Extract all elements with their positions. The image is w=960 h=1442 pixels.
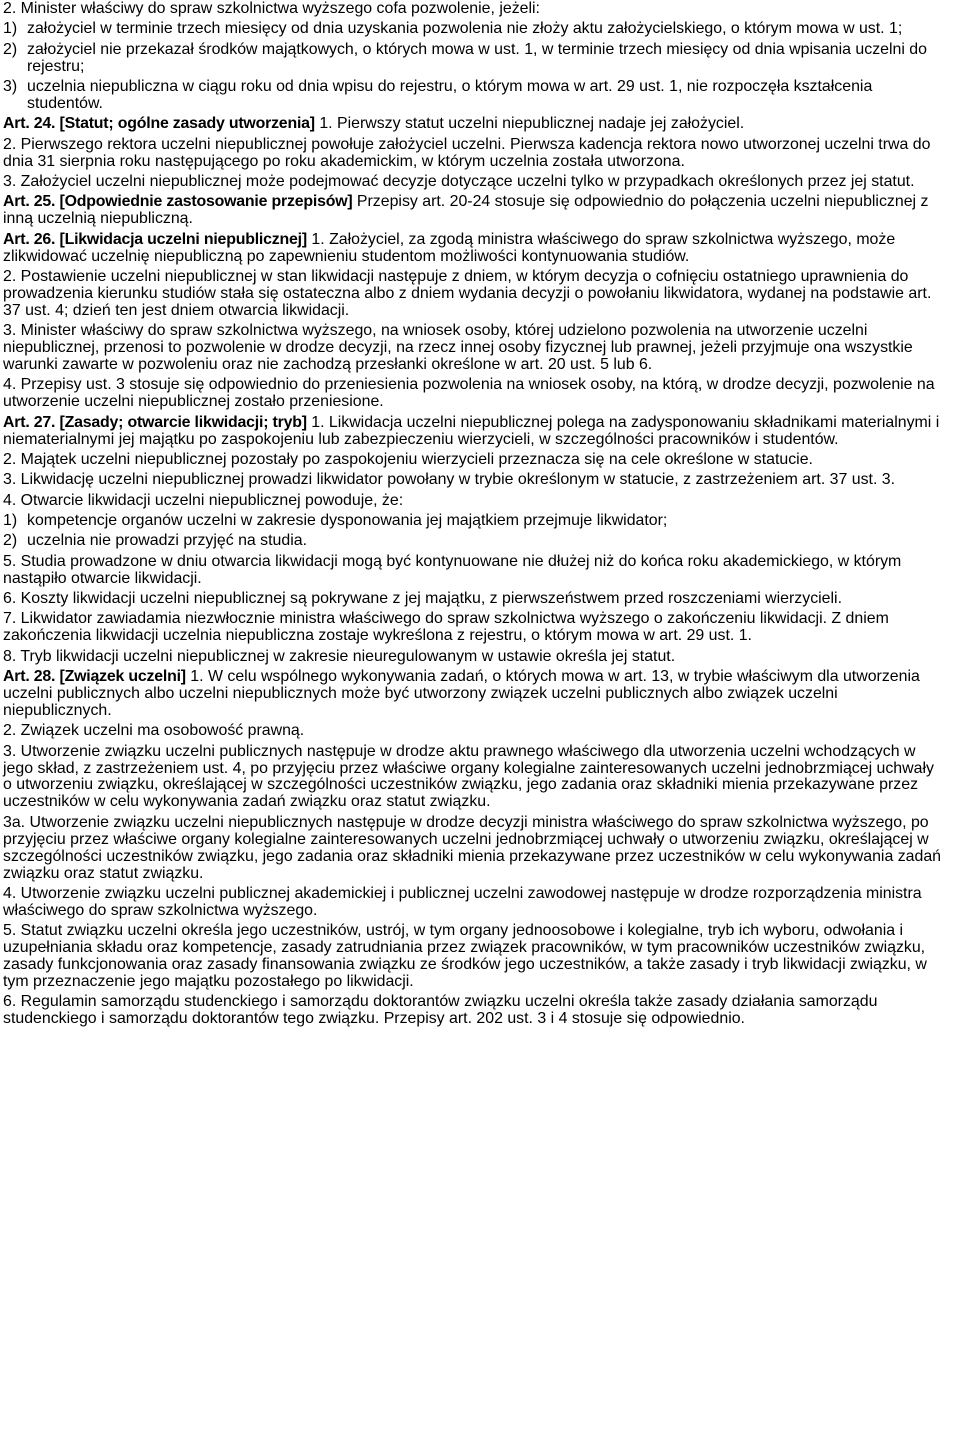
paragraph: 3. Utworzenie związku uczelni publicznych następuje w drodze aktu prawnego właściwego dla utworzenia uczelni wchodzących w jego skład, z zastrzeżeniem ust. 4, po przyjęciu przez właściwe organy kolegialne zainteresowanych uczelni jednobrzmiącej uchwały o utworzeniu związku, określającej w szczególności uczestników związku, jego zadania oraz składniki mienia przekazywane przez uczestników w celu wykonywania zadań związku oraz statut związku.	[3, 742, 934, 811]
paragraph: 4. Przepisy ust. 3 stosuje się odpowiednio do przeniesienia pozwolenia na wniosek osoby, na którą, w drodze decyzji, pozwolenie na utworzenie uczelni niepublicznej zostało przeniesione.	[3, 376, 935, 411]
article-heading: Art. 27. [Zasady; otwarcie likwidacji; tryb]	[3, 413, 307, 431]
article-paragraph	[3, 116, 946, 133]
paragraph: 2. Minister właściwy do spraw szkolnictwa wyższego cofa pozwolenie, jeżeli:	[3, 0, 540, 17]
list-item	[3, 513, 946, 530]
list-item	[3, 21, 946, 38]
paragraph: 5. Studia prowadzone w dniu otwarcia likwidacji mogą być kontynuowane nie dłużej niż do końca roku akademickiego, w którym nastąpiło otwarcie likwidacji.	[3, 552, 902, 587]
paragraph: 3. Założyciel uczelni niepublicznej może podejmować decyzje dotyczące uczelni tylko w przypadkach określonych przez jej statut.	[3, 172, 915, 190]
paragraph: 2. Majątek uczelni niepublicznej pozostały po zaspokojeniu wierzycieli przeznacza się na cele określone w statucie.	[3, 450, 813, 468]
list-item-number: 1)	[3, 511, 18, 529]
paragraph: 5. Statut związku uczelni określa jego uczestników, ustrój, w tym organy jednoosobowe i kolegialne, tryb ich wyboru, odwołania i uzupełniania składu oraz kompetencje, zasady zatrudniania przez związek pracowników, w tym pracowników uczestników związku, zasady funkcjonowania oraz zasady finansowania związku ze środków jego uczestników, a także zasady i tryb likwidacji związku, w tym przeznaczenie jego majątku pozostałego po likwidacji.	[3, 922, 927, 991]
list-item-text: uczelnia nie prowadzi przyjęć na studia.	[27, 532, 308, 550]
article-heading: Art. 24. [Statut; ogólne zasady utworzenia]	[3, 115, 315, 133]
article-text: 1. Założyciel, za zgodą ministra właściwego do spraw szkolnictwa wyższego, może zlikwidować uczelnię niepubliczną po zapewnieniu studentom możliwości kontynuowania studiów.	[3, 230, 896, 265]
paragraph: 7. Likwidator zawiadamia niezwłocznie ministra właściwego do spraw szkolnictwa wyższego o zakończeniu likwidacji. Z dniem zakończenia likwidacji uczelnia niepubliczna zostaje wykreślona z rejestru, o którym mowa w art. 29 ust. 1.	[3, 610, 889, 645]
article-text: 1. Pierwszy statut uczelni niepublicznej nadaje jej założyciel.	[314, 115, 745, 133]
paragraph: 2. Pierwszego rektora uczelni niepublicznej powołuje założyciel uczelni. Pierwsza kadencja rektora nowo utworzonej uczelni trwa do dnia 31 sierpnia roku następującego po roku akademickim, w którym uczelnia została utworzona.	[3, 135, 931, 170]
article-paragraph	[3, 669, 946, 720]
article-text: 1. Likwidacja uczelni niepublicznej polega na zadysponowaniu składnikami materialnymi i niematerialnymi jej majątku po zaspokojeniu lub zabezpieczeniu wierzycieli, w szczególności pracowników i studentów.	[3, 413, 940, 448]
article-paragraph	[3, 415, 946, 449]
paragraph: 3a. Utworzenie związku uczelni niepublicznych następuje w drodze decyzji ministra właściwego do spraw szkolnictwa wyższego, po przyjęciu przez właściwe organy kolegialne zainteresowanych uczelni jednobrzmiącej uchwały o utworzeniu związku, określającej w szczególności uczestników związku, jego zadania oraz składniki mienia przekazywane przez uczestników w celu wykonywania zadań związku oraz statut związku.	[3, 813, 941, 882]
paragraph: 3. Minister właściwy do spraw szkolnictwa wyższego, na wniosek osoby, której udzielono pozwolenia na utworzenie uczelni niepublicznej, przenosi to pozwolenie w drodze decyzji, na rzecz innej osoby fizycznej lub prawnej, jeżeli przyjmuje ona wszystkie warunki zawarte w pozwoleniu oraz nie zachodzą przesłanki określone w art. 20 ust. 5 lub 6.	[3, 322, 913, 374]
article-paragraph	[3, 232, 946, 266]
paragraph: 2. Postawienie uczelni niepublicznej w stan likwidacji następuje z dniem, w którym decyzja o cofnięciu ostatniego uprawnienia do prowadzenia kierunku studiów stała się ostateczna albo z dniem wydania decyzji o powołaniu likwidatora, wydanej na podstawie art. 37 ust. 4; dzień ten jest dniem otwarcia likwidacji.	[3, 267, 932, 319]
paragraph: 2. Związek uczelni ma osobowość prawną.	[3, 722, 305, 740]
list-item-number: 1)	[3, 20, 18, 38]
paragraph: 6. Regulamin samorządu studenckiego i samorządu doktorantów związku uczelni określa także zasady działania samorządu studenckiego i samorządu doktorantów tego związku. Przepisy art. 202 ust. 3 i 4 stosuje się odpowiednio.	[3, 993, 878, 1028]
list-item-text: założyciel w terminie trzech miesięcy od dnia uzyskania pozwolenia nie złoży aktu założycielskiego, o którym mowa w ust. 1;	[27, 20, 903, 38]
list-item	[3, 42, 946, 76]
list-item-number: 3)	[3, 77, 18, 95]
list-item-text: uczelnia niepubliczna w ciągu roku od dnia wpisu do rejestru, o którym mowa w art. 29 ust. 1, nie rozpoczęła kształcenia studentów.	[27, 77, 873, 112]
article-text: 1. W celu wspólnego wykonywania zadań, o których mowa w art. 13, w trybie właściwym dla utworzenia uczelni publicznych albo uczelni niepublicznych może być utworzony związek uczelni publicznych albo związek uczelni niepublicznych.	[3, 667, 920, 719]
list-item-number: 2)	[3, 532, 18, 550]
list-item	[3, 533, 946, 550]
paragraph: 4. Otwarcie likwidacji uczelni niepublicznej powoduje, że:	[3, 491, 404, 509]
paragraph: 6. Koszty likwidacji uczelni niepublicznej są pokrywane z jej majątku, z pierwszeństwem przed roszczeniami wierzycieli.	[3, 589, 842, 607]
article-heading: Art. 26. [Likwidacja uczelni niepublicznej]	[3, 230, 307, 248]
paragraph: 3. Likwidację uczelni niepublicznej prowadzi likwidator powołany w trybie określonym w statucie, z zastrzeżeniem art. 37 ust. 3.	[3, 471, 896, 489]
article-paragraph	[3, 194, 946, 228]
paragraph: 4. Utworzenie związku uczelni publicznej akademickiej i publicznej uczelni zawodowej następuje w drodze rozporządzenia ministra właściwego do spraw szkolnictwa wyższego.	[3, 884, 922, 919]
article-heading: Art. 25. [Odpowiednie zastosowanie przepisów]	[3, 193, 353, 211]
article-heading: Art. 28. [Związek uczelni]	[3, 667, 186, 685]
list-item-text: założyciel nie przekazał środków majątkowych, o których mowa w ust. 1, w terminie trzech miesięcy od dnia wpisania uczelni do rejestru;	[27, 40, 927, 75]
paragraph: 8. Tryb likwidacji uczelni niepublicznej w zakresie nieuregulowanym w ustawie określa jej statut.	[3, 647, 676, 665]
list-item	[3, 79, 946, 113]
list-item-text: kompetencje organów uczelni w zakresie dysponowania jej majątkiem przejmuje likwidator;	[27, 511, 668, 529]
list-item-number: 2)	[3, 40, 18, 58]
article-text: Przepisy art. 20-24 stosuje się odpowiednio do połączenia uczelni niepublicznej z inną uczelnią niepubliczną.	[3, 193, 929, 228]
